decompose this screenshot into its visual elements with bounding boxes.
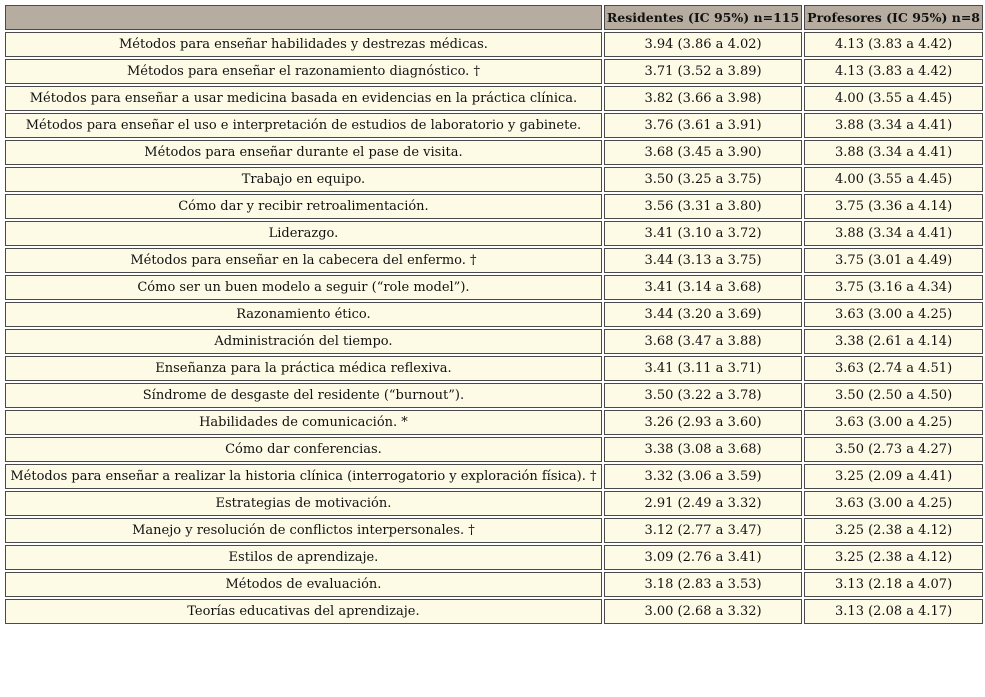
- table-row: [5, 167, 983, 192]
- row-item-label: Métodos para enseñar el uso e interpretación de estudios de laboratorio y gabinete.: [5, 113, 602, 138]
- row-item-label: Métodos para enseñar a usar medicina basada en evidencias en la práctica clínica.: [5, 86, 602, 111]
- table-row: [5, 194, 983, 219]
- row-residentes-value: 3.56 (3.31 a 3.80): [604, 194, 802, 219]
- row-item-label: Trabajo en equipo.: [5, 167, 602, 192]
- row-item-label: Métodos para enseñar el razonamiento diagnóstico. †: [5, 59, 602, 84]
- row-profesores-value: 3.25 (2.38 a 4.12): [804, 518, 983, 543]
- row-residentes-value: 3.82 (3.66 a 3.98): [604, 86, 802, 111]
- row-profesores-value: 4.13 (3.83 a 4.42): [804, 59, 983, 84]
- row-item-label: Cómo dar conferencias.: [5, 437, 602, 462]
- row-profesores-value: 3.75 (3.01 a 4.49): [804, 248, 983, 273]
- table-row: [5, 59, 983, 84]
- table-row: [5, 356, 983, 381]
- row-item-label: Métodos para enseñar en la cabecera del enfermo. †: [5, 248, 602, 273]
- row-residentes-value: 3.71 (3.52 a 3.89): [604, 59, 802, 84]
- row-item-label: Métodos para enseñar durante el pase de visita.: [5, 140, 602, 165]
- header-profesores: Profesores (IC 95%) n=8: [804, 5, 983, 30]
- row-profesores-value: 3.75 (3.36 a 4.14): [804, 194, 983, 219]
- row-profesores-value: 3.50 (2.73 a 4.27): [804, 437, 983, 462]
- row-item-label: Cómo dar y recibir retroalimentación.: [5, 194, 602, 219]
- row-residentes-value: 3.68 (3.45 a 3.90): [604, 140, 802, 165]
- table-row: [5, 329, 983, 354]
- row-item-label: Habilidades de comunicación. *: [5, 410, 602, 435]
- row-residentes-value: 3.32 (3.06 a 3.59): [604, 464, 802, 489]
- row-item-label: Liderazgo.: [5, 221, 602, 246]
- table-row: [5, 464, 983, 489]
- row-profesores-value: 3.38 (2.61 a 4.14): [804, 329, 983, 354]
- row-residentes-value: 3.41 (3.10 a 3.72): [604, 221, 802, 246]
- row-residentes-value: 3.41 (3.11 a 3.71): [604, 356, 802, 381]
- row-residentes-value: 3.00 (2.68 a 3.32): [604, 599, 802, 624]
- row-residentes-value: 3.26 (2.93 a 3.60): [604, 410, 802, 435]
- table-row: [5, 518, 983, 543]
- results-table: [3, 3, 985, 626]
- table-row: [5, 113, 983, 138]
- row-profesores-value: 3.63 (3.00 a 4.25): [804, 491, 983, 516]
- row-profesores-value: 3.13 (2.18 a 4.07): [804, 572, 983, 597]
- row-residentes-value: 3.76 (3.61 a 3.91): [604, 113, 802, 138]
- table-row: [5, 302, 983, 327]
- row-residentes-value: 3.44 (3.20 a 3.69): [604, 302, 802, 327]
- table-row: [5, 383, 983, 408]
- table-row: [5, 572, 983, 597]
- row-residentes-value: 3.44 (3.13 a 3.75): [604, 248, 802, 273]
- table-row: [5, 86, 983, 111]
- row-profesores-value: 4.00 (3.55 a 4.45): [804, 86, 983, 111]
- table-row: [5, 248, 983, 273]
- row-profesores-value: 4.00 (3.55 a 4.45): [804, 167, 983, 192]
- table-row: [5, 545, 983, 570]
- row-item-label: Teorías educativas del aprendizaje.: [5, 599, 602, 624]
- row-residentes-value: 3.41 (3.14 a 3.68): [604, 275, 802, 300]
- row-profesores-value: 3.63 (3.00 a 4.25): [804, 302, 983, 327]
- table-row: [5, 437, 983, 462]
- row-residentes-value: 3.68 (3.47 a 3.88): [604, 329, 802, 354]
- row-profesores-value: 3.63 (3.00 a 4.25): [804, 410, 983, 435]
- row-item-label: Administración del tiempo.: [5, 329, 602, 354]
- row-profesores-value: 3.25 (2.09 a 4.41): [804, 464, 983, 489]
- table-row: [5, 32, 983, 57]
- row-residentes-value: 3.94 (3.86 a 4.02): [604, 32, 802, 57]
- row-item-label: Métodos para enseñar habilidades y destrezas médicas.: [5, 32, 602, 57]
- row-item-label: Enseñanza para la práctica médica reflexiva.: [5, 356, 602, 381]
- header-row: [5, 5, 983, 30]
- table-row: [5, 410, 983, 435]
- row-residentes-value: 3.50 (3.25 a 3.75): [604, 167, 802, 192]
- row-profesores-value: 3.63 (2.74 a 4.51): [804, 356, 983, 381]
- row-residentes-value: 3.09 (2.76 a 3.41): [604, 545, 802, 570]
- row-profesores-value: 3.88 (3.34 a 4.41): [804, 221, 983, 246]
- table-row: [5, 599, 983, 624]
- row-profesores-value: 3.25 (2.38 a 4.12): [804, 545, 983, 570]
- row-residentes-value: 3.38 (3.08 a 3.68): [604, 437, 802, 462]
- row-item-label: Síndrome de desgaste del residente (“burnout”).: [5, 383, 602, 408]
- row-profesores-value: 3.88 (3.34 a 4.41): [804, 140, 983, 165]
- table-row: [5, 275, 983, 300]
- row-item-label: Estilos de aprendizaje.: [5, 545, 602, 570]
- row-residentes-value: 3.12 (2.77 a 3.47): [604, 518, 802, 543]
- table-row: [5, 221, 983, 246]
- row-profesores-value: 4.13 (3.83 a 4.42): [804, 32, 983, 57]
- row-residentes-value: 3.50 (3.22 a 3.78): [604, 383, 802, 408]
- row-profesores-value: 3.13 (2.08 a 4.17): [804, 599, 983, 624]
- header-residentes: Residentes (IC 95%) n=115: [604, 5, 802, 30]
- row-item-label: Métodos de evaluación.: [5, 572, 602, 597]
- row-profesores-value: 3.88 (3.34 a 4.41): [804, 113, 983, 138]
- table-body: [5, 32, 983, 624]
- row-item-label: Razonamiento ético.: [5, 302, 602, 327]
- row-item-label: Métodos para enseñar a realizar la historia clínica (interrogatorio y exploración física). †: [5, 464, 602, 489]
- row-residentes-value: 3.18 (2.83 a 3.53): [604, 572, 802, 597]
- table-row: [5, 140, 983, 165]
- row-profesores-value: 3.50 (2.50 a 4.50): [804, 383, 983, 408]
- row-item-label: Estrategias de motivación.: [5, 491, 602, 516]
- header-item: [5, 5, 602, 30]
- row-item-label: Cómo ser un buen modelo a seguir (“role model”).: [5, 275, 602, 300]
- table-row: [5, 491, 983, 516]
- row-residentes-value: 2.91 (2.49 a 3.32): [604, 491, 802, 516]
- row-profesores-value: 3.75 (3.16 a 4.34): [804, 275, 983, 300]
- row-item-label: Manejo y resolución de conflictos interpersonales. †: [5, 518, 602, 543]
